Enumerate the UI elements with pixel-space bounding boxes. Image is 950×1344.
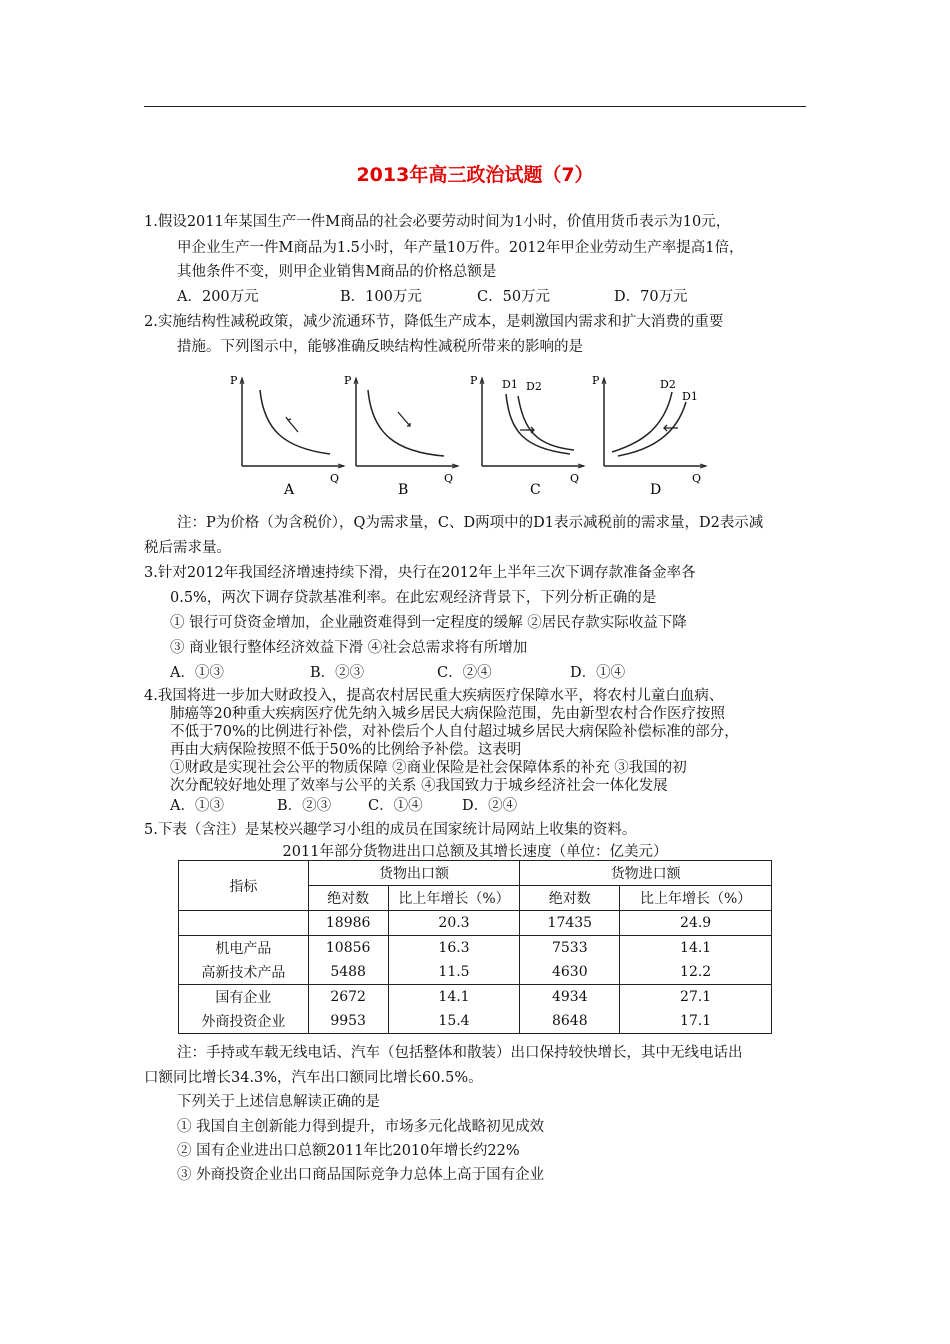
graph-d-curve-d2 (612, 392, 672, 452)
graph-c-q-label: Q (570, 472, 580, 485)
table-cell: 外商投资企业 (179, 1009, 309, 1034)
q3-option-b: B．②③ (310, 665, 365, 681)
q1-option-b: B．100万元 (340, 289, 422, 305)
table-cell: 机电产品 (179, 936, 309, 961)
table-cell: 10856 (308, 936, 388, 961)
graph-b-demand-curve (368, 390, 444, 456)
table-row (179, 936, 772, 961)
graph-a-q-label: Q (330, 472, 340, 485)
table-subheader-export-abs: 绝对数 (308, 886, 388, 911)
table-cell: 18986 (308, 911, 388, 936)
table-cell: 4630 (520, 960, 620, 985)
table-cell: 8648 (520, 1009, 620, 1034)
graph-d-curve-d1 (618, 402, 686, 456)
q4-line-1: 4.我国将进一步加大财政投入，提高农村居民重大疾病医疗保障水平，将农村儿童白血病、 (144, 688, 724, 704)
q3-line-1: 3.针对2012年我国经济增速持续下滑，央行在2012年上半年三次下调存款准备金率各 (144, 565, 696, 581)
table-cell: 高新技术产品 (179, 960, 309, 985)
q4-line-2: 肺癌等20种重大疾病医疗优先纳入城乡居民大病保险范围，先由新型农村合作医疗按照 (170, 706, 725, 722)
table-header-indicator: 指标 (179, 861, 309, 911)
q1-option-d: D．70万元 (614, 289, 688, 305)
q1-line-1: 1.假设2011年某国生产一件M商品的社会必要劳动时间为1小时，价值用货币表示为10元， (144, 214, 731, 230)
q4-line-3: 不低于70%的比例进行补偿，对补偿后个人自付超过城乡居民大病保险补偿标准的部分， (170, 724, 739, 740)
table-row (179, 985, 772, 1010)
graph-c-d2-label: D2 (526, 380, 542, 393)
q1-option-c: C．50万元 (477, 289, 551, 305)
table-header-import: 货物进口额 (520, 861, 772, 886)
graph-c (466, 372, 596, 500)
q3-option-d: D．①④ (570, 665, 626, 681)
graph-c-d1-label: D1 (502, 378, 518, 391)
q5-note-line-2: 口额同比增长34.3%，汽车出口额同比增长60.5%。 (144, 1070, 483, 1086)
table-cell: 7533 (520, 936, 620, 961)
graph-b-p-label: P (344, 374, 352, 387)
q3-option-c: C．②④ (437, 665, 492, 681)
table-cell: 5488 (308, 960, 388, 985)
table-cell: 15.4 (388, 1009, 520, 1034)
graph-a (226, 372, 356, 500)
q1-option-a: A．200万元 (177, 289, 259, 305)
table-cell: 17.1 (620, 1009, 772, 1034)
q2-note-line-2: 税后需求量。 (144, 540, 231, 556)
graph-b-arrow-down (398, 412, 410, 426)
table-row (179, 960, 772, 985)
graph-c-curve-d1 (506, 394, 570, 454)
graph-a-arrow-up (288, 420, 298, 432)
table-row (179, 911, 772, 936)
graph-d-p-label: P (592, 374, 600, 387)
table-caption: 2011年部分货物进出口总额及其增长速度（单位：亿美元） (282, 844, 668, 860)
q4-line-4: 再由大病保险按照不低于50%的比例给予补偿。这表明 (170, 742, 522, 758)
trade-table (178, 860, 772, 1034)
q5-note-line-1: 注：手持或车载无线电话、汽车（包括整体和散装）出口保持较快增长，其中无线电话出 (177, 1045, 743, 1061)
q5-after-line-3: ② 国有企业进出口总额2011年比2010年增长约22% (177, 1143, 520, 1159)
graph-d-label: D (650, 482, 662, 498)
q3-line-2: 0.5%，两次下调存贷款基准利率。在此宏观经济背景下，下列分析正确的是 (170, 590, 657, 606)
q4-option-a: A．①③ (170, 798, 224, 814)
graph-a-demand-curve (260, 390, 330, 454)
q1-line-3: 其他条件不变，则甲企业销售M商品的价格总额是 (177, 264, 497, 280)
q4-option-b: B．②③ (277, 798, 332, 814)
table-cell: 20.3 (388, 911, 520, 936)
table-cell: 2672 (308, 985, 388, 1010)
table-row (179, 1009, 772, 1034)
q2-line-2: 措施。下列图示中，能够准确反映结构性减税所带来的影响的是 (177, 339, 583, 355)
table-header-export: 货物出口额 (308, 861, 520, 886)
table-cell: 16.3 (388, 936, 520, 961)
table-cell: 国有企业 (179, 985, 309, 1010)
graph-d-d2-label: D2 (660, 378, 676, 391)
header-rule (144, 106, 806, 107)
q4-option-c: C．①④ (368, 798, 423, 814)
q1-line-2: 甲企业生产一件M商品为1.5小时，年产量10万件。2012年甲企业劳动生产率提高1倍， (177, 240, 744, 256)
graph-d (588, 372, 718, 500)
graph-b-q-label: Q (444, 472, 454, 485)
q5-intro: 5.下表（含注）是某校兴趣学习小组的成员在国家统计局网站上收集的资料。 (144, 822, 637, 838)
q3-option-a: A．①③ (170, 665, 224, 681)
q2-note-line-1: 注：P为价格（为含税价），Q为需求量，C、D两项中的D1表示减税前的需求量，D2表示减 (177, 515, 764, 531)
graph-a-p-label: P (230, 374, 238, 387)
table-cell (179, 911, 309, 936)
table-subheader-import-growth: 比上年增长（%） (620, 886, 772, 911)
table-cell: 17435 (520, 911, 620, 936)
q3-line-4: ③ 商业银行整体经济效益下滑 ④社会总需求将有所增加 (170, 640, 528, 656)
table-cell: 14.1 (388, 985, 520, 1010)
graph-c-p-label: P (470, 374, 478, 387)
q5-after-line-1: 下列关于上述信息解读正确的是 (177, 1094, 380, 1110)
q5-after-line-4: ③ 外商投资企业出口商品国际竞争力总体上高于国有企业 (177, 1167, 545, 1183)
q4-line-5: ①财政是实现社会公平的物质保障 ②商业保险是社会保障体系的补充 ③我国的初 (170, 760, 687, 776)
q2-line-1: 2.实施结构性减税政策，减少流通环节，降低生产成本，是刺激国内需求和扩大消费的重要 (144, 314, 724, 330)
table-cell: 11.5 (388, 960, 520, 985)
q4-option-d: D．②④ (462, 798, 518, 814)
graph-d-d1-label: D1 (682, 390, 698, 403)
graph-b-label: B (398, 482, 409, 498)
graph-d-q-label: Q (692, 472, 702, 485)
table-cell: 12.2 (620, 960, 772, 985)
graph-a-label: A (284, 482, 295, 498)
table-cell: 14.1 (620, 936, 772, 961)
table-header-row (179, 861, 772, 886)
table-cell: 24.9 (620, 911, 772, 936)
table-cell: 27.1 (620, 985, 772, 1010)
table-subheader-export-growth: 比上年增长（%） (388, 886, 520, 911)
page-title: 2013年高三政治试题（7） (356, 164, 594, 186)
table-subheader-import-abs: 绝对数 (520, 886, 620, 911)
q3-line-3: ① 银行可贷资金增加，企业融资难得到一定程度的缓解 ②居民存款实际收益下降 (170, 615, 687, 631)
graph-b (340, 372, 470, 500)
q5-after-line-2: ① 我国自主创新能力得到提升，市场多元化战略初见成效 (177, 1119, 545, 1135)
graph-c-label: C (530, 482, 541, 498)
q4-line-6: 次分配较好地处理了效率与公平的关系 ④我国致力于城乡经济社会一体化发展 (170, 778, 668, 794)
table-cell: 9953 (308, 1009, 388, 1034)
graph-c-curve-d2 (518, 396, 574, 450)
table-cell: 4934 (520, 985, 620, 1010)
